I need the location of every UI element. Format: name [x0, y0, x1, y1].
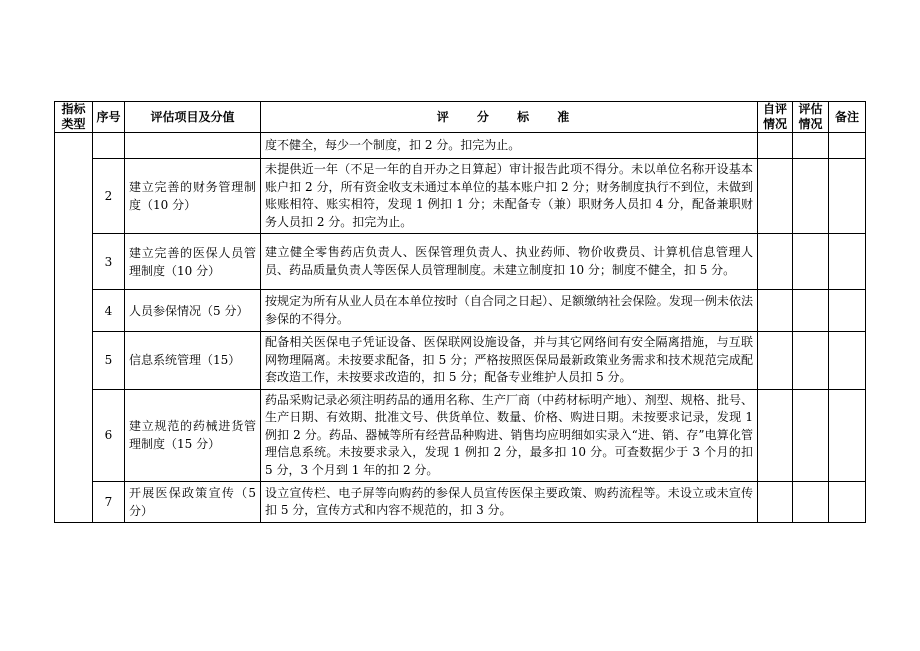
row-number: 4: [93, 290, 125, 332]
note-cell: [829, 290, 866, 332]
table-row: [55, 133, 866, 159]
row-number: 5: [93, 332, 125, 390]
header-note: 备注: [829, 102, 866, 133]
evaluation-cell: [793, 159, 829, 234]
row-number: 7: [93, 482, 125, 523]
table-row: [55, 482, 866, 523]
assessment-item: 建立规范的药械进货管理制度（15 分）: [125, 389, 261, 482]
evaluation-cell: [793, 332, 829, 390]
header-no: 序号: [93, 102, 125, 133]
scoring-standard: 药品采购记录必须注明药品的通用名称、生产厂商（中药材标明产地）、剂型、规格、批号、生产日期、有效期、批准文号、供货单位、数量、价格、购进日期。未按要求记录，发现 1 例扣 2 分。药品、器械等所有经营品种购进、销售均应明细如实录入“进、销、存”电算化管理信息系统。未按要求录入，发现 1 例扣 2 分，最多扣 10 分。可查数据少于 3 个月的扣 5 分，3 个月到 1 年的扣 2 分。: [261, 389, 758, 482]
row-number: 2: [93, 159, 125, 234]
evaluation-cell: [793, 482, 829, 523]
type-cell: [55, 133, 93, 523]
self-evaluation-cell: [758, 332, 793, 390]
scoring-standard: 设立宣传栏、电子屏等向购药的参保人员宣传医保主要政策、购药流程等。未设立或未宣传扣 5 分，宣传方式和内容不规范的，扣 3 分。: [261, 482, 758, 523]
assessment-item: [125, 133, 261, 159]
evaluation-cell: [793, 290, 829, 332]
assessment-item: 建立完善的财务管理制度（10 分）: [125, 159, 261, 234]
scoring-standard: 建立健全零售药店负责人、医保管理负责人、执业药师、物价收费员、计算机信息管理人员、药品质量负责人等医保人员管理制度。未建立制度扣 10 分；制度不健全，扣 5 分。: [261, 234, 758, 290]
assessment-item: 人员参保情况（5 分）: [125, 290, 261, 332]
evaluation-cell: [793, 389, 829, 482]
scoring-table: [54, 101, 866, 523]
table-row: [55, 234, 866, 290]
table-row: [55, 159, 866, 234]
assessment-item: 信息系统管理（15）: [125, 332, 261, 390]
scoring-standard: 未提供近一年（不足一年的自开办之日算起）审计报告此项不得分。未以单位名称开设基本账户扣 2 分，所有资金收支未通过本单位的基本账户扣 2 分；财务制度执行不到位，未做到账账相符、账实相符，发现 1 例扣 1 分；未配备专（兼）职财务人员扣 4 分，配备兼职财务人员扣 2 分。扣完为止。: [261, 159, 758, 234]
table-row: [55, 389, 866, 482]
note-cell: [829, 133, 866, 159]
note-cell: [829, 234, 866, 290]
evaluation-cell: [793, 234, 829, 290]
header-self-evaluation: 自评情况: [758, 102, 793, 133]
self-evaluation-cell: [758, 389, 793, 482]
header-standard: 评 分 标 准: [261, 102, 758, 133]
self-evaluation-cell: [758, 133, 793, 159]
row-number: 3: [93, 234, 125, 290]
header-row: [55, 102, 866, 133]
header-item: 评估项目及分值: [125, 102, 261, 133]
evaluation-cell: [793, 133, 829, 159]
scoring-standard: 配备相关医保电子凭证设备、医保联网设施设备，并与其它网络间有安全隔离措施，与互联网物理隔离。未按要求配备，扣 5 分；严格按照医保局最新政策业务需求和技术规范完成配套改造工作，未按要求改造的，扣 5 分；配备专业维护人员扣 5 分。: [261, 332, 758, 390]
self-evaluation-cell: [758, 159, 793, 234]
note-cell: [829, 159, 866, 234]
header-type: 指标类型: [55, 102, 93, 133]
self-evaluation-cell: [758, 482, 793, 523]
note-cell: [829, 482, 866, 523]
assessment-item: 开展医保政策宣传（5 分）: [125, 482, 261, 523]
note-cell: [829, 389, 866, 482]
scoring-standard: 按规定为所有从业人员在本单位按时（自合同之日起）、足额缴纳社会保险。发现一例未依法参保的不得分。: [261, 290, 758, 332]
header-evaluation: 评估情况: [793, 102, 829, 133]
row-number: [93, 133, 125, 159]
self-evaluation-cell: [758, 234, 793, 290]
scoring-standard: 度不健全，每少一个制度，扣 2 分。扣完为止。: [261, 133, 758, 159]
table-row: [55, 290, 866, 332]
note-cell: [829, 332, 866, 390]
table-row: [55, 332, 866, 390]
self-evaluation-cell: [758, 290, 793, 332]
row-number: 6: [93, 389, 125, 482]
assessment-item: 建立完善的医保人员管理制度（10 分）: [125, 234, 261, 290]
